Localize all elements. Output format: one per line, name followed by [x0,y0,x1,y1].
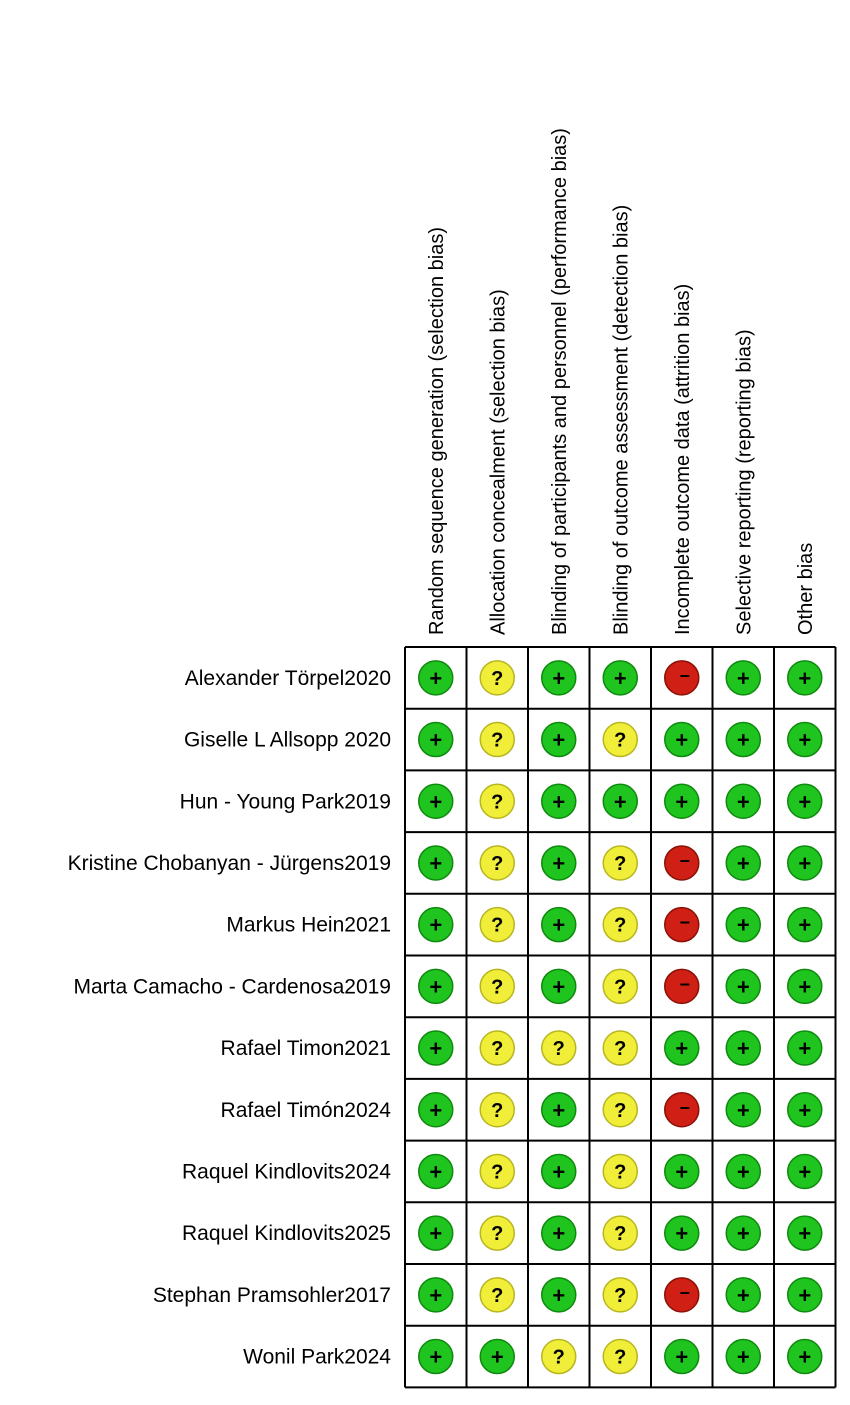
rating-low-mark [665,1154,699,1188]
rating-unclear-mark [603,1031,637,1065]
rating-unclear-mark [480,784,514,818]
domain-label: Other bias [794,542,817,635]
rating-low-mark [665,1216,699,1250]
rating-low-mark [665,1031,699,1065]
rating-unclear-mark [603,969,637,1003]
rating-unclear-mark [603,846,637,880]
rating-high-mark [665,908,699,942]
rating-unclear-mark [480,1093,514,1127]
study-label: Stephan Pramsohler2017 [152,1283,391,1307]
rating-symbol: + [736,912,750,938]
rating-low-mark [788,661,822,695]
rating-symbol: ? [491,1223,504,1246]
rating-symbol: − [679,1097,691,1118]
rating-low-mark [603,784,637,818]
rating-symbol: + [613,665,627,691]
rating-symbol: + [675,1221,689,1247]
rating-low-mark [726,846,760,880]
rating-symbol: − [679,912,691,933]
rating-symbol: + [429,1344,443,1370]
rating-unclear-mark [603,908,637,942]
rating-symbol: + [429,850,443,876]
study-label: Rafael Timon2021 [220,1037,391,1061]
rating-low-mark [480,1340,514,1374]
rating-symbol: + [552,665,566,691]
domain-label: Blinding of outcome assessment (detection bias) [610,204,633,635]
rating-symbol: + [798,1036,812,1062]
rating-unclear-mark [542,1031,576,1065]
rating-symbol: + [798,850,812,876]
domain-label: Selective reporting (reporting bias) [733,329,756,635]
rating-symbol: ? [614,1038,627,1061]
rating-low-mark [788,1216,822,1250]
rating-symbol: + [798,1221,812,1247]
rating-low-mark [788,1154,822,1188]
rating-symbol: ? [614,852,627,875]
rating-low-mark [542,846,576,880]
rating-symbol: + [736,850,750,876]
rating-low-mark [419,1031,453,1065]
study-label: Raquel Kindlovits2025 [182,1222,391,1246]
rating-symbol: − [679,974,691,995]
rating-low-mark [542,1154,576,1188]
rating-low-mark [726,1031,760,1065]
rating-symbol: + [429,727,443,753]
rating-low-mark [419,846,453,880]
rating-symbol: + [736,974,750,1000]
rating-symbol: + [552,1282,566,1308]
domain-labels [426,128,817,635]
domain-label: Allocation concealment (selection bias) [487,289,510,635]
rating-low-mark [419,1340,453,1374]
rating-low-mark [419,969,453,1003]
rating-high-mark [665,661,699,695]
rating-symbol: + [736,727,750,753]
rating-symbol: + [429,1159,443,1185]
rating-symbol: ? [491,976,504,999]
rating-low-mark [419,1278,453,1312]
rating-low-mark [542,969,576,1003]
rating-symbol: + [798,789,812,815]
rating-symbol: + [736,1036,750,1062]
rating-symbol: + [736,789,750,815]
rating-low-mark [788,846,822,880]
rating-low-mark [726,1340,760,1374]
rating-low-mark [726,723,760,757]
rating-symbol: + [429,789,443,815]
rating-low-mark [726,1216,760,1250]
rating-unclear-mark [603,1340,637,1374]
rating-unclear-mark [480,661,514,695]
study-label: Rafael Timón2024 [220,1098,391,1122]
rating-unclear-mark [480,1031,514,1065]
rating-symbol: + [798,974,812,1000]
rating-symbol: − [679,850,691,871]
rating-low-mark [419,723,453,757]
rating-low-mark [726,784,760,818]
rating-symbol: ? [614,1161,627,1184]
rating-high-mark [665,1278,699,1312]
study-label: Hun - Young Park2019 [179,790,391,814]
rating-low-mark [542,784,576,818]
rating-symbol: + [613,789,627,815]
study-label: Kristine Chobanyan - Jürgens2019 [67,851,391,875]
rating-symbol: ? [491,1161,504,1184]
rating-symbol: + [736,665,750,691]
rating-symbol: + [429,1221,443,1247]
rating-symbol: ? [614,1346,627,1369]
rating-symbol: + [490,1344,504,1370]
rating-symbol: + [798,912,812,938]
rating-low-mark [665,723,699,757]
rating-symbol: + [675,727,689,753]
rating-low-mark [726,661,760,695]
domain-label: Random sequence generation (selection bias) [425,226,448,635]
rating-symbol: ? [491,852,504,875]
rating-symbol: + [798,727,812,753]
rating-symbol: ? [614,1284,627,1307]
rating-symbol: ? [614,1099,627,1122]
rating-low-mark [419,1093,453,1127]
rating-unclear-mark [480,908,514,942]
study-labels [68,667,392,1369]
rating-low-mark [726,1093,760,1127]
rating-symbol: + [675,789,689,815]
rating-symbol: + [736,1282,750,1308]
study-label: Alexander Törpel2020 [184,666,391,690]
rating-symbol: ? [491,791,504,814]
rating-low-mark [419,661,453,695]
rating-symbol: ? [491,667,504,690]
rating-symbol: ? [614,1223,627,1246]
rating-low-mark [788,1031,822,1065]
rating-symbol: − [679,665,691,686]
study-label: Markus Hein2021 [226,913,391,937]
rating-unclear-mark [480,1154,514,1188]
rating-symbol: + [736,1221,750,1247]
rating-low-mark [419,908,453,942]
rating-low-mark [788,1278,822,1312]
rating-low-mark [788,1340,822,1374]
rating-symbol: + [798,1097,812,1123]
rating-symbol: ? [552,1038,565,1061]
rating-symbol: + [798,1159,812,1185]
rating-symbol: − [679,1282,691,1303]
rating-low-mark [788,1093,822,1127]
study-label: Giselle L Allsopp 2020 [183,728,391,752]
rating-symbol: + [798,665,812,691]
rating-unclear-mark [480,969,514,1003]
rating-symbol: + [429,912,443,938]
rating-unclear-mark [542,1340,576,1374]
rating-low-mark [788,969,822,1003]
rating-low-mark [726,1154,760,1188]
rating-symbol: + [675,1344,689,1370]
study-label: Raquel Kindlovits2024 [182,1160,391,1184]
rating-symbol: ? [491,1099,504,1122]
rating-low-mark [542,908,576,942]
rating-symbol: + [429,665,443,691]
rating-symbol: + [675,1159,689,1185]
rating-low-mark [603,661,637,695]
domain-label: Incomplete outcome data (attrition bias) [671,283,694,635]
domain-label: Blinding of participants and personnel (performance bias) [548,128,571,635]
rating-high-mark [665,1093,699,1127]
rating-symbol: + [736,1097,750,1123]
rating-low-mark [419,1216,453,1250]
rating-symbol: + [798,1282,812,1308]
rating-low-mark [542,723,576,757]
grid [405,647,836,1387]
rating-high-mark [665,969,699,1003]
rating-symbol: + [429,1036,443,1062]
rating-symbol: ? [491,1284,504,1307]
rating-symbol: + [736,1159,750,1185]
rating-unclear-mark [480,723,514,757]
rating-symbol: + [736,1344,750,1370]
rating-symbol: + [552,1221,566,1247]
rating-unclear-mark [603,1093,637,1127]
rating-symbol: + [429,974,443,1000]
rating-low-mark [726,969,760,1003]
rating-low-mark [419,1154,453,1188]
rating-high-mark [665,846,699,880]
rating-symbol: + [552,1097,566,1123]
rating-unclear-mark [603,1216,637,1250]
rating-unclear-mark [480,1278,514,1312]
rating-symbol: + [675,1036,689,1062]
rating-low-mark [788,723,822,757]
rating-symbol: ? [491,914,504,937]
rating-low-mark [542,1278,576,1312]
rating-low-mark [726,1278,760,1312]
rating-low-mark [726,908,760,942]
rating-unclear-mark [480,1216,514,1250]
rating-low-mark [542,661,576,695]
rating-unclear-mark [480,846,514,880]
rating-symbol: + [552,789,566,815]
rating-symbol: ? [552,1346,565,1369]
study-label: Wonil Park2024 [243,1345,391,1369]
rating-symbol: + [552,912,566,938]
rating-symbol: ? [491,1038,504,1061]
rating-low-mark [665,1340,699,1374]
rating-low-mark [419,784,453,818]
rating-unclear-mark [603,1278,637,1312]
rating-low-mark [665,784,699,818]
rating-symbol: + [552,727,566,753]
rating-low-mark [542,1216,576,1250]
rating-symbol: ? [614,914,627,937]
rating-low-mark [542,1093,576,1127]
rating-symbol: + [552,850,566,876]
rating-low-mark [788,908,822,942]
rating-symbol: ? [614,729,627,752]
rating-symbol: + [798,1344,812,1370]
rating-symbol: + [552,974,566,1000]
rating-symbol: + [429,1282,443,1308]
study-label: Marta Camacho - Cardenosa2019 [73,975,391,999]
rating-unclear-mark [603,1154,637,1188]
rating-low-mark [788,784,822,818]
rating-symbol: ? [614,976,627,999]
rating-unclear-mark [603,723,637,757]
rating-symbol: ? [491,729,504,752]
rating-symbol: + [429,1097,443,1123]
rating-symbol: + [552,1159,566,1185]
